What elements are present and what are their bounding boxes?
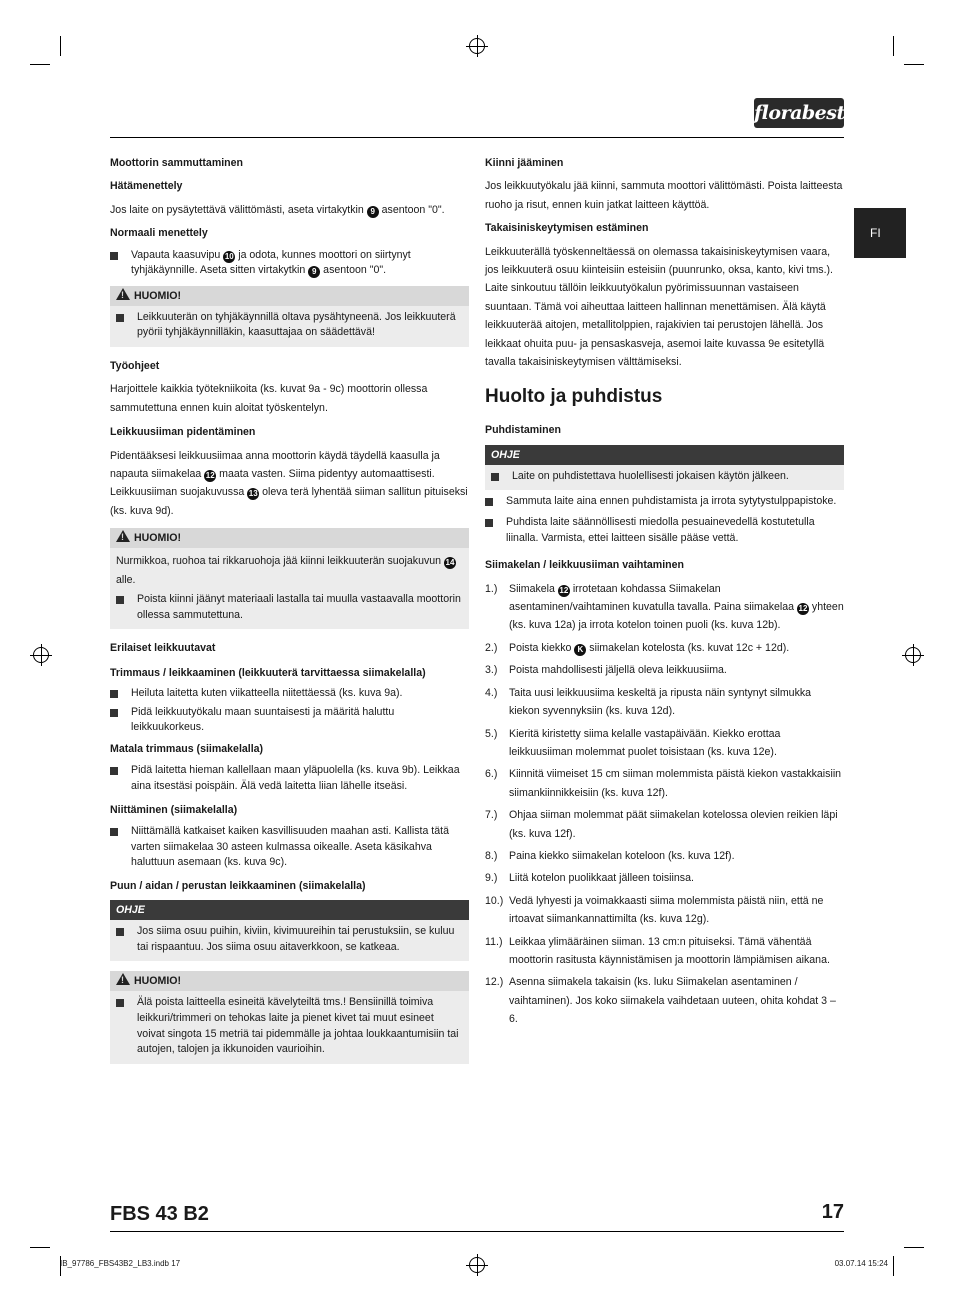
heading-tree-cutting: Puun / aidan / perustan leikkaaminen (siimakelalla)	[110, 879, 366, 892]
part-letter-icon: K	[574, 644, 586, 656]
steps-list	[485, 580, 844, 1029]
step-item: 11.) Leikkaa ylimääräinen siiman. 13 cm:n pituiseksi. Tämä vähentää moottorin rasitusta käynnistämisen ja moottorin lämpiämisen aikana.	[485, 935, 830, 966]
heading-cut-types: Erilaiset leikkuutavat	[110, 642, 216, 655]
warning-bullet: Leikkuuterän on tyhjäkäynnillä oltava pysähtyneenä. Jos leikkuuterä pyörii tyhjäkäynnilläkin, kaasuttajaa on säädettävä!	[116, 310, 463, 341]
crop-mark	[30, 1247, 50, 1248]
emergency-paragraph: Jos laite on pysäytettävä välittömästi, aseta virtakytkin 9 asentoon "0".	[110, 203, 445, 216]
list-item: Pidä laitetta hieman kallellaan maan yläpuolella (ks. kuva 9b). Leikkaa aina itsestäsi poispäin. Älä vedä laitetta liian lähelle itseäsi.	[110, 763, 469, 794]
heading-normal: Normaali menettely	[110, 227, 208, 240]
footer-rule	[110, 1231, 844, 1232]
work-paragraph: Harjoittele kaikkia työtekniikoita (ks. kuvat 9a - 9c) moottorin ollessa sammutettuna ennen kuin aloitat työskentelyn.	[110, 383, 428, 414]
heading-stop-engine: Moottorin sammuttaminen	[110, 157, 244, 169]
heading-kickback: Takaisiniskeytymisen estäminen	[485, 222, 649, 235]
warning-triangle-icon	[116, 288, 130, 300]
warning-header: !HUOMIO!	[110, 971, 469, 991]
step-item: 7.) Ohjaa siiman molemmat päät siimakelan kotelossa olevien reikien läpi (ks. kuva 12f).	[485, 809, 838, 840]
warning-box	[110, 991, 469, 1063]
kickback-paragraph: Leikkuuterällä työskenneltäessä on olemassa takaisiniskeytymisen vaara, jos leikkuuterä osuu kiinteisiin esteisiin (puunrunko, oksa, kanto, kivi tms.). Laite sinkoutuu tällöin leikkuutyökalun pyörimissuunnan vastaiseen suuntaan. Tämä voi aiheuttaa laitteen hallinnan menettämisen. Älä käytä leikkuuterää aitojen, metallitolppien, rajakivien tai perustojen lähellä. Jos leikkaat ohuita puu- ja pensaskasveja, asemoi laite kuvassa 9e esitetyllä tavalla takaisiniskeytymisen välttämiseksi.	[485, 245, 833, 369]
registration-mark-icon	[905, 647, 921, 663]
crop-mark	[904, 1247, 924, 1248]
heading-low-trim: Matala trimmaus (siimakelalla)	[110, 743, 264, 756]
step-item: 6.) Kiinnitä viimeiset 15 cm siiman molemmista päistä kiekon vastakkaisiin siimankiinnikkeisiin (ks. kuva 12f).	[485, 768, 842, 799]
part-number-icon: 12	[205, 471, 215, 481]
heading-mowing: Niittäminen (siimakelalla)	[110, 803, 238, 816]
part-number-icon: 9	[308, 266, 320, 278]
normal-bullet: Vapauta kaasuvipu 10 ja odota, kunnes moottori on siirtynyt tyhjäkäynnille. Aseta sitten virtakytkin 9 asentoon "0".	[110, 248, 469, 279]
brand-logo: florabest	[754, 98, 844, 128]
step-item: 3.) Poista mahdollisesti jäljellä oleva leikkuusiima.	[485, 664, 727, 677]
heading-stuck: Kiinni jääminen	[485, 157, 564, 169]
part-number-icon: 14	[445, 558, 455, 568]
part-number-icon: 12	[798, 604, 808, 614]
part-number-icon: 10	[224, 251, 234, 261]
list-item: Pidä leikkuutyökalu maan suuntaisesti ja määritä haluttu leikkuukorkeus.	[110, 705, 469, 736]
list-item: Heiluta laitetta kuten viikatteella niitettäessä (ks. kuva 9a).	[110, 686, 469, 702]
warning-bullet: Älä poista laitteella esineitä kävelyteiltä tms.! Bensiinillä toimiva leikkuri/trimmeri on tehokas laite ja pienet kivet tai muut esineet voivat singota 15 metriä tai pidemmälle ja johtaa loukkaantumisiin tai autojen, talojen ja ikkunoiden vaurioihin.	[116, 995, 463, 1057]
registration-mark-icon	[469, 1257, 485, 1273]
part-number-icon: 9	[367, 206, 379, 218]
step-item: 9.) Liitä kotelon puolikkaat jälleen toisiinsa.	[485, 872, 694, 885]
step-item: 5.) Kieritä kiristetty siima kelalle vastapäivään. Kiekko erottaa leikkuusiiman molemmat puolet toisistaan (ks. kuva 12e).	[485, 727, 781, 758]
part-number-icon: 13	[248, 489, 258, 499]
heading-work: Työohjeet	[110, 360, 160, 372]
warning-triangle-icon	[116, 530, 130, 542]
model-number: FBS 43 B2	[110, 1203, 209, 1225]
left-column	[110, 154, 469, 1074]
warning-box	[110, 548, 469, 629]
header-rule	[110, 137, 844, 138]
step-item: 12.) Asenna siimakela takaisin (ks. luku Siimakelan asentaminen / vaihtaminen). Jos koko siimakela vaihdetaan uuteen, ohita kohdat 3 – 6.	[485, 976, 836, 1026]
warning-header: !HUOMIO!	[110, 286, 469, 306]
language-tab: FI	[854, 208, 906, 258]
extend-paragraph: Pidentääksesi leikkuusiimaa anna moottorin käydä täydellä kaasulla ja napauta siimakelaa 12 maata vasten. Siima pidentyy automaattisesti. Leikkuusiiman suojakuvussa 13 oleva terä lyhentää siiman sallitun pituiseksi (ks. kuva 9d).	[110, 449, 468, 517]
note-box	[485, 465, 844, 491]
heading-cleaning: Puhdistaminen	[485, 424, 561, 437]
heading-extend-line: Leikkuusiiman pidentäminen	[110, 426, 256, 439]
warning-triangle-icon	[116, 973, 130, 985]
list-item: Niittämällä katkaiset kaiken kasvillisuuden maahan asti. Kallista tätä varten siimakelaa 30 asteen kulmassa oikealle. Aseta käsikahva haluttuun asemaan (ks. kuva 9c).	[110, 824, 469, 871]
step-item: 2.) Poista kiekko K siimakelan kotelosta (ks. kuvat 12c + 12d).	[485, 641, 790, 654]
right-column	[485, 154, 844, 1033]
list-item: Puhdista laite säännöllisesti miedolla pesuainevedellä kostutetulla liinalla. Varmista, ettei laitteen sisälle pääse vettä.	[485, 515, 844, 546]
warning-header: !HUOMIO!	[110, 528, 469, 548]
warning-box	[110, 306, 469, 347]
page-number: 17	[821, 1201, 844, 1223]
warning-bullet: Poista kiinni jäänyt materiaali lastalla tai muulla vastaavalla moottorin ollessa sammutettuna.	[116, 592, 463, 623]
print-slug-file: IB_97786_FBS43B2_LB3.indb 17	[60, 1259, 181, 1268]
note-header: OHJE	[110, 900, 469, 920]
crop-mark	[60, 36, 61, 56]
step-item: 8.) Paina kiekko siimakelan koteloon (ks. kuva 12f).	[485, 849, 735, 862]
print-slug-date: 03.07.14 15:24	[834, 1259, 888, 1268]
registration-mark-icon	[33, 647, 49, 663]
crop-mark	[893, 1256, 894, 1276]
note-bullet: Jos siima osuu puihin, kiviin, kivimuureihin tai perustuksiin, se kuluu tai rispaantuu. Jos siima osuu aitaverkkoon, se katkeaa.	[116, 924, 463, 955]
step-item: 10.) Vedä lyhyesti ja voimakkaasti siima molemmista päistä niin, että ne irtoavat siimankannattimilta (ks. kuva 12g).	[485, 894, 824, 926]
crop-mark	[30, 64, 50, 65]
part-number-icon: 12	[559, 585, 569, 595]
stuck-paragraph: Jos leikkuutyökalu jää kiinni, sammuta moottori välittömästi. Poista laitteesta ruoho ja risut, ennen kuin jatkat laitteen käyttöä.	[485, 180, 843, 211]
note-bullet: Laite on puhdistettava huolellisesti jokaisen käytön jälkeen.	[491, 469, 838, 485]
heading-emergency: Hätämenettely	[110, 180, 183, 193]
warning-paragraph: Nurmikkoa, ruohoa tai rikkaruohoja jää kiinni leikkuuterän suojakuvun 14 alle.	[116, 555, 455, 586]
section-title: Huolto ja puhdistus	[485, 386, 663, 408]
list-item: Sammuta laite aina ennen puhdistamista ja irrota sytytystulppapistoke.	[485, 494, 844, 510]
heading-replace-line: Siimakelan / leikkuusiiman vaihtaminen	[485, 559, 685, 572]
step-item: 1.) Siimakela 12 irrotetaan kohdassa Siimakelan asentaminen/vaihtaminen kuvatulla tavalla. Paina siimakelaa 12 yhteen (ks. kuva 12a) ja irrota kotelon toinen puoli (ks. kuva 12b).	[485, 582, 844, 632]
registration-mark-icon	[469, 38, 485, 54]
step-item: 4.) Taita uusi leikkuusiima keskeltä ja ripusta näin syntynyt silmukka kiekon syvennyksiin (ks. kuva 12d).	[485, 686, 812, 718]
note-header: OHJE	[485, 445, 844, 465]
crop-mark	[904, 64, 924, 65]
note-box	[110, 920, 469, 961]
crop-mark	[893, 36, 894, 56]
heading-trim: Trimmaus / leikkaaminen (leikkuuterä tarvittaessa siimakelalla)	[110, 666, 426, 679]
